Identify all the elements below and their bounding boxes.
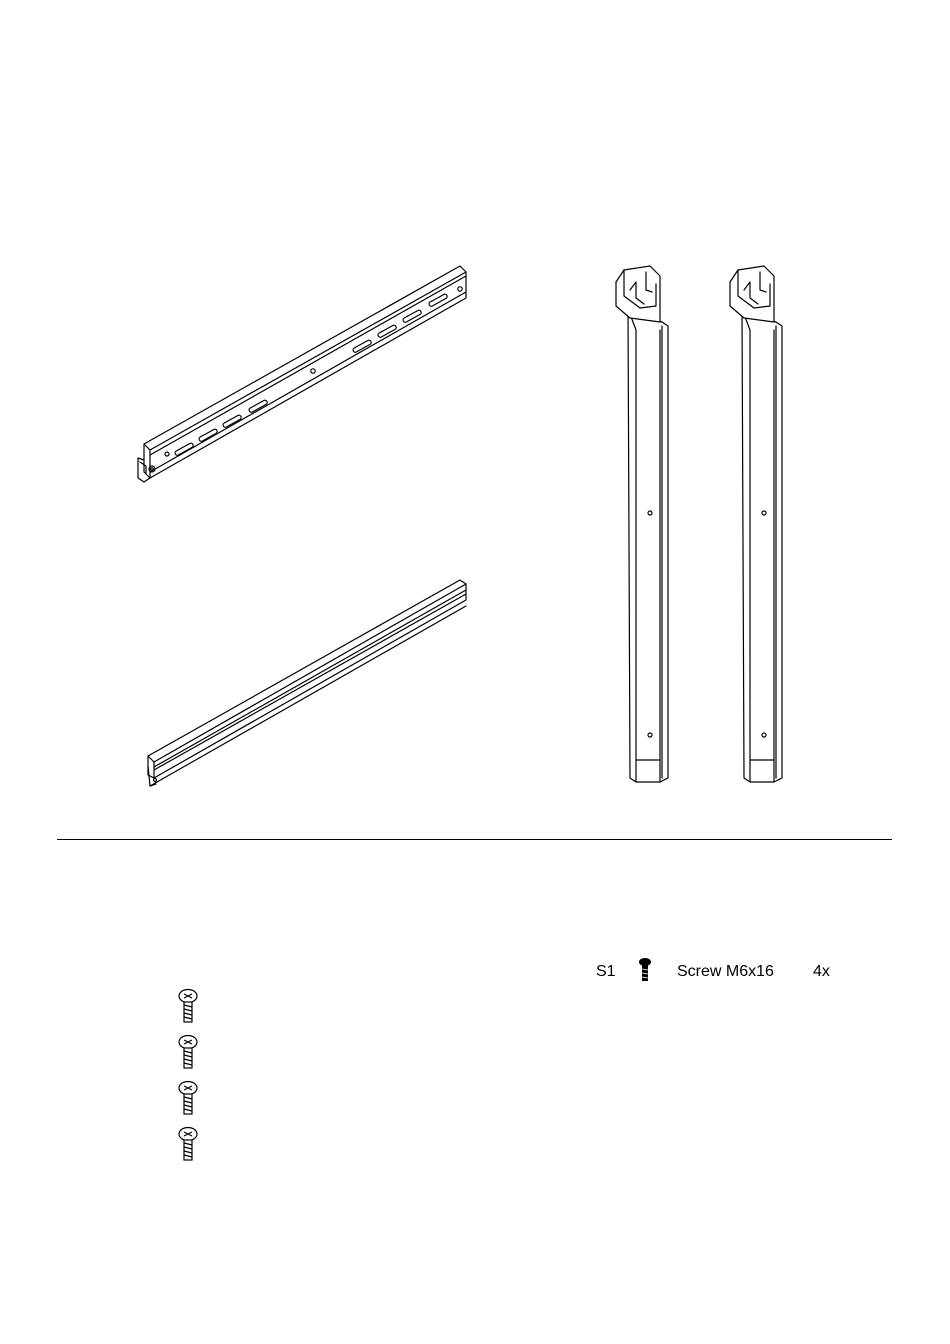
screw-icon: [176, 1080, 200, 1116]
part-code: S1: [596, 963, 616, 980]
lower-wall-rail: [148, 580, 466, 786]
part-quantity: 4x: [813, 963, 830, 980]
screw-icon: [176, 1034, 200, 1070]
screw-icon: [638, 957, 652, 983]
screw-icon: [176, 1126, 200, 1162]
section-divider: [57, 839, 892, 840]
bracket-right: [730, 266, 782, 782]
upper-wall-rail: [138, 266, 466, 482]
parts-list-row: [0, 962, 950, 982]
part-name: Screw M6x16: [677, 963, 774, 980]
bracket-left: [616, 266, 668, 782]
screw-icon: [176, 988, 200, 1024]
